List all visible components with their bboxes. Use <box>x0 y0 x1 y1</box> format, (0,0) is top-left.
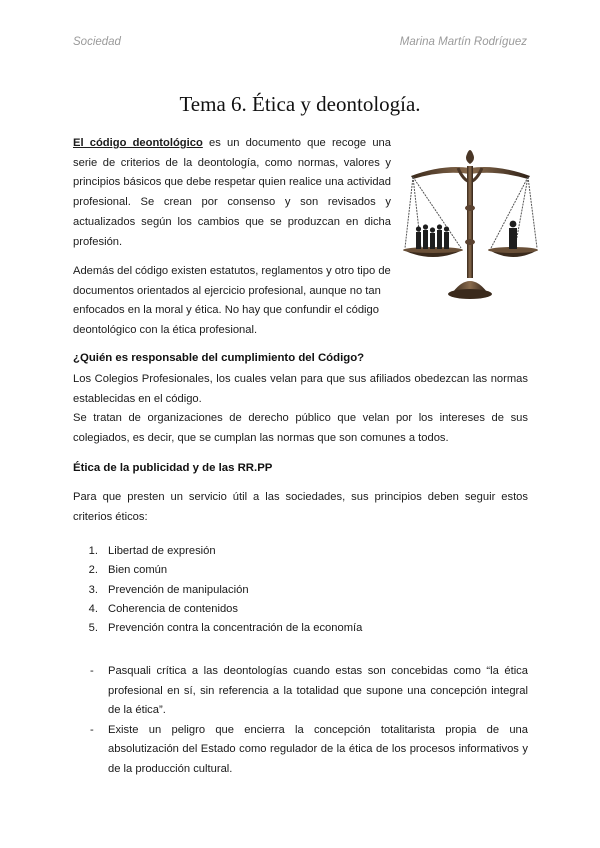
section-heading-ethics-advertising: Ética de la publicidad y de las RR.PP <box>73 462 273 474</box>
list-number: 5. <box>88 622 98 635</box>
bullet-text: Pasquali crítica a las deontologías cuando estas son concebidas como “la ética profesional en sí, sin referencia a la totalidad que supone una concepción integral de la ética”. <box>108 665 528 716</box>
list-item <box>73 542 513 561</box>
intro-text: es un documento que recoge una serie de criterios de la deontología, como normas, valores y principios básicos que debe respetar quien realice una actividad profesional. Se crean por consenso y son revisados y actualizados según los cambios que se produzcan en dicha profesión. <box>73 137 391 248</box>
bullet-mark: - <box>90 665 94 677</box>
section1-line-1: Los Colegios Profesionales, los cuales velan para que sus afiliados obedezcan las normas establecidas en el código. <box>73 373 528 405</box>
header-subject: Sociedad <box>73 36 121 48</box>
list-item <box>73 721 528 780</box>
header-author: Marina Martín Rodríguez <box>399 36 527 48</box>
list-item-text: Libertad de expresión <box>108 545 216 557</box>
intro-term: El código deontológico <box>73 137 203 149</box>
list-item <box>73 662 528 721</box>
page-title: Tema 6. Ética y deontología. <box>179 92 421 116</box>
list-item <box>73 600 513 619</box>
bullet-mark: - <box>90 723 94 736</box>
list-number: 4. <box>88 602 98 615</box>
list-item-text: Coherencia de contenidos <box>108 602 238 615</box>
section1-line-2: Se tratan de organizaciones de derecho público que velan por los intereses de sus colegiados, es decir, que se cumplan las normas que son comunes a todos. <box>73 412 528 445</box>
bullet-list <box>73 662 528 779</box>
paragraph-2: Además del código existen estatutos, reglamentos y otro tipo de documentos orientados al ejercicio profesional, aunque no tan enfocados en la moral y ética. No hay que confundir el código deontológico con la ética profesional. <box>73 265 391 337</box>
bullet-text: Existe un peligro que encierra la concepción totalitarista propia de una absolutización del Estado como regulador de la ética de los procesos informativos y de la producción cultural. <box>108 723 528 775</box>
criteria-list <box>73 542 513 638</box>
section-heading-responsible: ¿Quién es responsable del cumplimiento del Código? <box>73 352 365 364</box>
list-number: 1. <box>88 545 98 557</box>
list-number: 2. <box>88 564 98 577</box>
list-item <box>73 581 513 600</box>
list-item-text: Bien común <box>108 564 168 577</box>
section1-body <box>73 370 528 449</box>
balance-scale-icon <box>403 146 538 304</box>
list-item-text: Prevención contra la concentración de la economía <box>108 622 363 635</box>
list-item <box>73 619 513 638</box>
intro-paragraph <box>73 134 391 252</box>
list-item <box>73 561 513 580</box>
list-item-text: Prevención de manipulación <box>108 583 249 596</box>
list-number: 3. <box>88 583 98 596</box>
section2-intro: Para que presten un servicio útil a las sociedades, sus principios deben seguir estos criterios éticos: <box>73 491 528 523</box>
